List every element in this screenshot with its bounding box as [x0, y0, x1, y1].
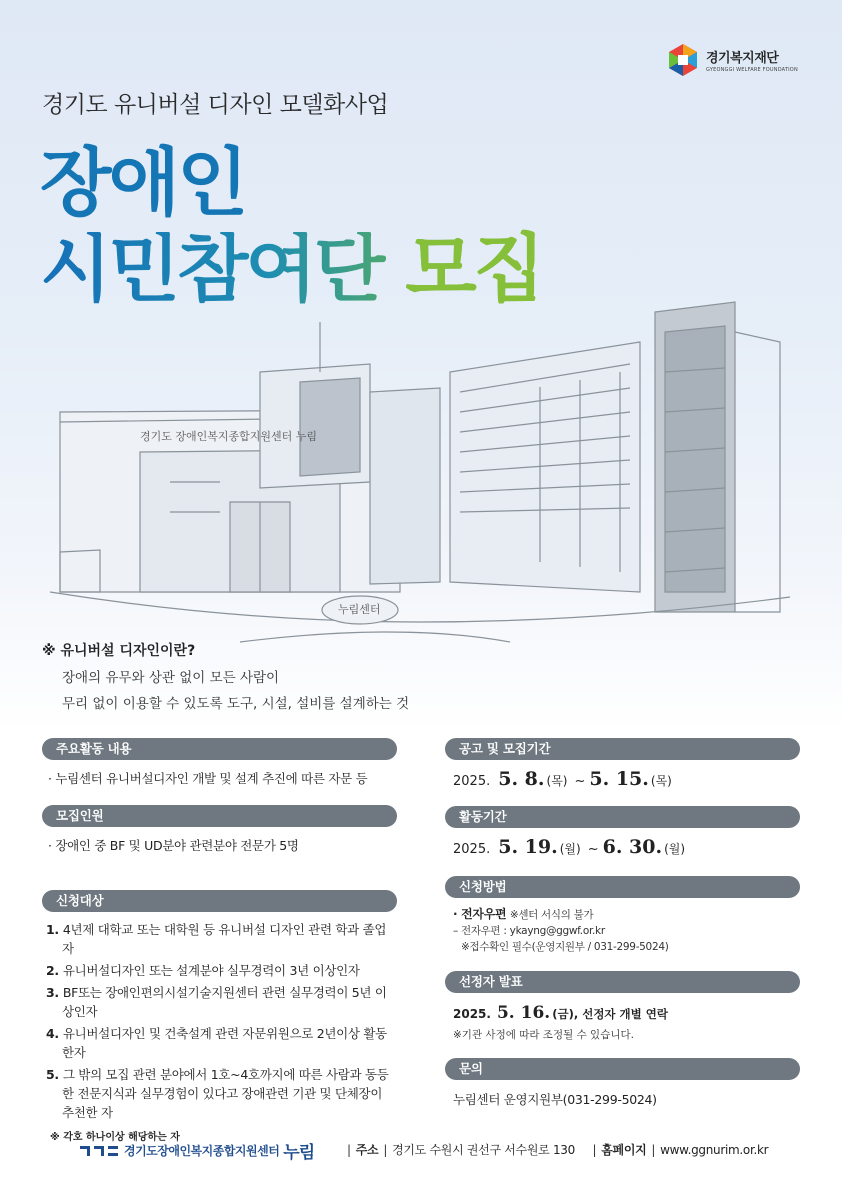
- right-column: [445, 738, 800, 1108]
- list-item: 1. 4년제 대학교 또는 대학원 등 유니버설 디자인 관련 학과 졸업자: [46, 922, 387, 956]
- title-line-1: 장애인: [40, 140, 246, 226]
- list-item: 2. 유니버설디자인 또는 설계분야 실무경력이 3년 이상인자: [46, 963, 360, 978]
- address-text: 경기도 수원시 권선구 서수원로 130: [392, 1143, 575, 1157]
- period-section-label: 공고 및 모집기간: [445, 738, 800, 760]
- method-email: – 전자우편 : ykayng@ggwf.or.kr: [453, 925, 605, 937]
- logo-name-en: GYEONGGI WELFARE FOUNDATION: [706, 67, 798, 73]
- ud-note-title: ※ 유니버설 디자인이란?: [42, 643, 196, 659]
- page-subtitle: 경기도 유니버설 디자인 모델화사업: [42, 92, 389, 118]
- building-illustration: [40, 292, 800, 672]
- gyeonggi-welfare-logo-icon: [666, 43, 700, 77]
- contact-section-label: 문의: [445, 1058, 800, 1080]
- title-line-2-main: 시민참여단: [40, 226, 383, 312]
- method-details: · 전자우편 ※센터 서식의 불가 – 전자우편 : ykayng@ggwf.or.kr ※접수확인 필수(운영지원부 / 031-299-5024): [453, 906, 800, 955]
- activity-period-label: 활동기간: [445, 806, 800, 828]
- list-item: 5. 그 밖의 모집 관련 분야에서 1호~4호까지에 따른 사람과 동등한 전문지식과 실무경험이 있다고 장애관련 기관 및 단체장이 추천한 자: [46, 1067, 389, 1120]
- footer: [0, 1128, 842, 1168]
- target-list: [42, 920, 397, 1122]
- contact-text: 누림센터 운영지원부(031-299-5024): [453, 1092, 657, 1107]
- ud-note-line-1: 장애의 유무와 상관 없이 모든 사람이: [62, 670, 280, 686]
- selection-date: 2025. 5. 16. (금), 선정자 개별 연락: [453, 1003, 668, 1023]
- target-section-label: 신청대상: [42, 890, 397, 912]
- list-item: 3. BF또는 장애인편의시설기술지원센터 관련 실무경력이 5년 이상인자: [46, 985, 387, 1019]
- list-item: 4. 유니버설디자인 및 건축설계 관련 자문위원으로 2년이상 활동한자: [46, 1026, 387, 1060]
- method-confirm-note: ※접수확인 필수(운영지원부 / 031-299-5024): [461, 941, 669, 953]
- universal-design-note: [42, 640, 409, 712]
- method-section-label: 신청방법: [445, 876, 800, 898]
- footer-brand: 누림: [283, 1143, 315, 1163]
- foundation-logo: [666, 40, 816, 80]
- logo-name-ko: 경기복지재단: [706, 51, 779, 66]
- nurim-logo-icon: [80, 1144, 120, 1158]
- period-dates: 2025. 5. 8. (목) ~ 5. 15. (목): [453, 768, 672, 790]
- footer-logo: [80, 1138, 314, 1163]
- activity-text: · 누림센터 유니버설디자인 개발 및 설계 추진에 따른 자문 등: [48, 769, 397, 787]
- selection-note: ※기관 사정에 따라 조정될 수 있습니다.: [453, 1029, 634, 1041]
- homepage-label: 홈페이지: [601, 1143, 647, 1157]
- activity-section-label: 주요활동 내용: [42, 738, 397, 760]
- address-label: 주소: [355, 1143, 379, 1157]
- activity-period-dates: 2025. 5. 19. (월) ~ 6. 30. (월): [453, 836, 686, 858]
- building-sign: 경기도 장애인복지종합지원센터 누림: [140, 430, 318, 443]
- footer-org-name: 경기도장애인복지종합지원센터: [124, 1144, 280, 1158]
- homepage-link[interactable]: www.ggnurim.or.kr: [660, 1143, 769, 1157]
- ud-note-line-2: 무리 없이 이용할 수 있도록 도구, 시설, 설비를 설계하는 것: [62, 696, 410, 712]
- footer-info: | 주소 | 경기도 수원시 권선구 서수원로 130 | 홈페이지 | www.ggnurim.or.kr: [347, 1143, 769, 1157]
- recruit-text: · 장애인 중 BF 및 UD분야 관련분야 전문가 5명: [48, 836, 397, 854]
- target-note: ※ 각호 하나이상 해당하는 자: [50, 1132, 180, 1143]
- selection-section-label: 선정자 발표: [445, 971, 800, 993]
- recruit-section-label: 모집인원: [42, 805, 397, 827]
- left-column: [42, 738, 397, 1143]
- title-line-2-accent: 모집: [405, 226, 543, 312]
- stone-sign: 누림센터: [338, 603, 381, 616]
